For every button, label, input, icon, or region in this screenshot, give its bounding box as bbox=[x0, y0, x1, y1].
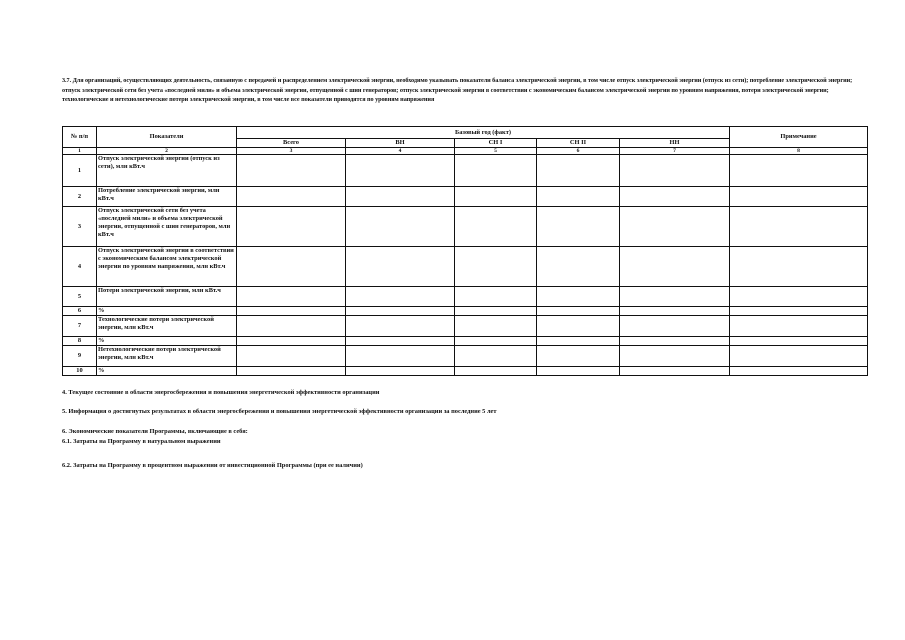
section-6-1: 6.1. Затраты на Программу в натуральном выражении bbox=[62, 438, 221, 445]
value-cell[interactable] bbox=[237, 247, 346, 287]
value-cell[interactable] bbox=[237, 316, 346, 337]
value-cell[interactable] bbox=[537, 367, 620, 376]
header-total: Всего bbox=[237, 139, 346, 148]
value-cell[interactable] bbox=[346, 307, 455, 316]
value-cell[interactable] bbox=[237, 287, 346, 307]
row-label: Нетехнологические потери электрической энергии, млн кВт.ч bbox=[97, 346, 237, 367]
header-base-year: Базовый год (факт) bbox=[237, 127, 730, 139]
column-number: 4 bbox=[346, 148, 455, 155]
header-nn: НН bbox=[620, 139, 730, 148]
table-row bbox=[63, 187, 868, 207]
value-cell[interactable] bbox=[455, 287, 537, 307]
header-vn: ВН bbox=[346, 139, 455, 148]
value-cell[interactable] bbox=[730, 367, 868, 376]
column-number: 3 bbox=[237, 148, 346, 155]
header-num: № п/п bbox=[63, 127, 97, 148]
intro-paragraph: 3.7. Для организаций, осуществляющих деятельность, связанную с передачей и распределением электрической энергии, необходимо указывать показатели баланса электрической энергии, в том числе отпуск электрической энергии (отпуск из сети); потребление электрической энергии; отпуск электрической сети без учета «последней мили» и объема электрической энергии, отпущенной с шин генераторов; отпуск электрической энергии в соответствии с экономическим балансом электрической энергии по уровням напряжения, потери электрической энергии; технологические и нетехнологические потери электрической энергии, в том числе все показатели приводятся по уровням напряжения bbox=[62, 77, 853, 104]
value-cell[interactable] bbox=[455, 337, 537, 346]
value-cell[interactable] bbox=[237, 207, 346, 247]
header-sn1: СН I bbox=[455, 139, 537, 148]
row-label: Потребление электрической энергии, млн кВт.ч bbox=[97, 187, 237, 207]
value-cell[interactable] bbox=[237, 346, 346, 367]
row-label: Отпуск электрической энергии в соответствии с экономическим балансом электрической энергии по уровням напряжения, млн кВт.ч bbox=[97, 247, 237, 287]
row-number: 2 bbox=[63, 187, 97, 207]
value-cell[interactable] bbox=[730, 155, 868, 187]
value-cell[interactable] bbox=[730, 337, 868, 346]
row-number: 8 bbox=[63, 337, 97, 346]
value-cell[interactable] bbox=[455, 207, 537, 247]
column-number: 2 bbox=[97, 148, 237, 155]
row-number: 3 bbox=[63, 207, 97, 247]
column-number: 1 bbox=[63, 148, 97, 155]
value-cell[interactable] bbox=[620, 207, 730, 247]
value-cell[interactable] bbox=[730, 307, 868, 316]
column-number: 5 bbox=[455, 148, 537, 155]
value-cell[interactable] bbox=[620, 367, 730, 376]
table-row bbox=[63, 155, 868, 187]
value-cell[interactable] bbox=[537, 337, 620, 346]
balance-table bbox=[62, 126, 868, 376]
value-cell[interactable] bbox=[455, 316, 537, 337]
table-row bbox=[63, 367, 868, 376]
section-5: 5. Информация о достигнутых результатах в области энергосбережения и повышения энергетической эффективности организации за последние 5 лет bbox=[62, 408, 497, 415]
section-6-2: 6.2. Затраты на Программу в процентном выражении от инвестиционной Программы (при ее наличии) bbox=[62, 462, 363, 469]
row-label: % bbox=[97, 367, 237, 376]
row-number: 7 bbox=[63, 316, 97, 337]
value-cell[interactable] bbox=[346, 367, 455, 376]
value-cell[interactable] bbox=[620, 247, 730, 287]
value-cell[interactable] bbox=[346, 287, 455, 307]
value-cell[interactable] bbox=[455, 155, 537, 187]
value-cell[interactable] bbox=[346, 316, 455, 337]
balance-table-container bbox=[62, 126, 867, 376]
value-cell[interactable] bbox=[237, 367, 346, 376]
table-body bbox=[63, 155, 868, 376]
value-cell[interactable] bbox=[620, 316, 730, 337]
row-number: 6 bbox=[63, 307, 97, 316]
row-label: Потери электрической энергии, млн кВт.ч bbox=[97, 287, 237, 307]
row-label: % bbox=[97, 307, 237, 316]
table-row bbox=[63, 316, 868, 337]
value-cell[interactable] bbox=[237, 307, 346, 316]
section-4: 4. Текущее состояние в области энергосбережения и повышения энергетической эффективности организации bbox=[62, 389, 380, 396]
row-number: 10 bbox=[63, 367, 97, 376]
value-cell[interactable] bbox=[620, 155, 730, 187]
value-cell[interactable] bbox=[455, 187, 537, 207]
table-row bbox=[63, 287, 868, 307]
row-number: 9 bbox=[63, 346, 97, 367]
table-row bbox=[63, 207, 868, 247]
value-cell[interactable] bbox=[730, 187, 868, 207]
value-cell[interactable] bbox=[455, 247, 537, 287]
value-cell[interactable] bbox=[537, 316, 620, 337]
value-cell[interactable] bbox=[537, 287, 620, 307]
intro-text bbox=[62, 76, 872, 105]
value-cell[interactable] bbox=[620, 287, 730, 307]
value-cell[interactable] bbox=[346, 247, 455, 287]
value-cell[interactable] bbox=[455, 367, 537, 376]
column-number: 6 bbox=[537, 148, 620, 155]
row-label: Отпуск электрической сети без учета «последней мили» и объема электрической энергии, отпущенной с шин генераторов, млн кВт.ч bbox=[97, 207, 237, 247]
value-cell[interactable] bbox=[346, 155, 455, 187]
value-cell[interactable] bbox=[537, 187, 620, 207]
column-number: 8 bbox=[730, 148, 868, 155]
value-cell[interactable] bbox=[346, 346, 455, 367]
header-note: Примечание bbox=[730, 127, 868, 148]
value-cell[interactable] bbox=[537, 155, 620, 187]
value-cell[interactable] bbox=[620, 346, 730, 367]
row-number: 1 bbox=[63, 155, 97, 187]
value-cell[interactable] bbox=[455, 346, 537, 367]
value-cell[interactable] bbox=[537, 346, 620, 367]
value-cell[interactable] bbox=[237, 337, 346, 346]
column-number-row bbox=[63, 148, 868, 155]
table-row bbox=[63, 307, 868, 316]
section-6: 6. Экономические показатели Программы, включающие в себя: bbox=[62, 428, 248, 435]
row-number: 5 bbox=[63, 287, 97, 307]
header-sn2: СН II bbox=[537, 139, 620, 148]
value-cell[interactable] bbox=[537, 207, 620, 247]
value-cell[interactable] bbox=[730, 316, 868, 337]
value-cell[interactable] bbox=[346, 187, 455, 207]
value-cell[interactable] bbox=[346, 337, 455, 346]
row-label: Отпуск электрической энергии (отпуск из сети), млн кВт.ч bbox=[97, 155, 237, 187]
header-indicators: Показатели bbox=[97, 127, 237, 148]
value-cell[interactable] bbox=[537, 247, 620, 287]
value-cell[interactable] bbox=[730, 287, 868, 307]
value-cell[interactable] bbox=[537, 307, 620, 316]
row-label: Технологические потери электрической энергии, млн кВт.ч bbox=[97, 316, 237, 337]
value-cell[interactable] bbox=[237, 155, 346, 187]
column-number: 7 bbox=[620, 148, 730, 155]
value-cell[interactable] bbox=[620, 307, 730, 316]
row-number: 4 bbox=[63, 247, 97, 287]
table-row bbox=[63, 337, 868, 346]
value-cell[interactable] bbox=[620, 337, 730, 346]
value-cell[interactable] bbox=[730, 207, 868, 247]
value-cell[interactable] bbox=[346, 207, 455, 247]
value-cell[interactable] bbox=[455, 307, 537, 316]
table-row bbox=[63, 247, 868, 287]
value-cell[interactable] bbox=[730, 346, 868, 367]
value-cell[interactable] bbox=[730, 247, 868, 287]
value-cell[interactable] bbox=[237, 187, 346, 207]
value-cell[interactable] bbox=[620, 187, 730, 207]
row-label: % bbox=[97, 337, 237, 346]
table-row bbox=[63, 346, 868, 367]
